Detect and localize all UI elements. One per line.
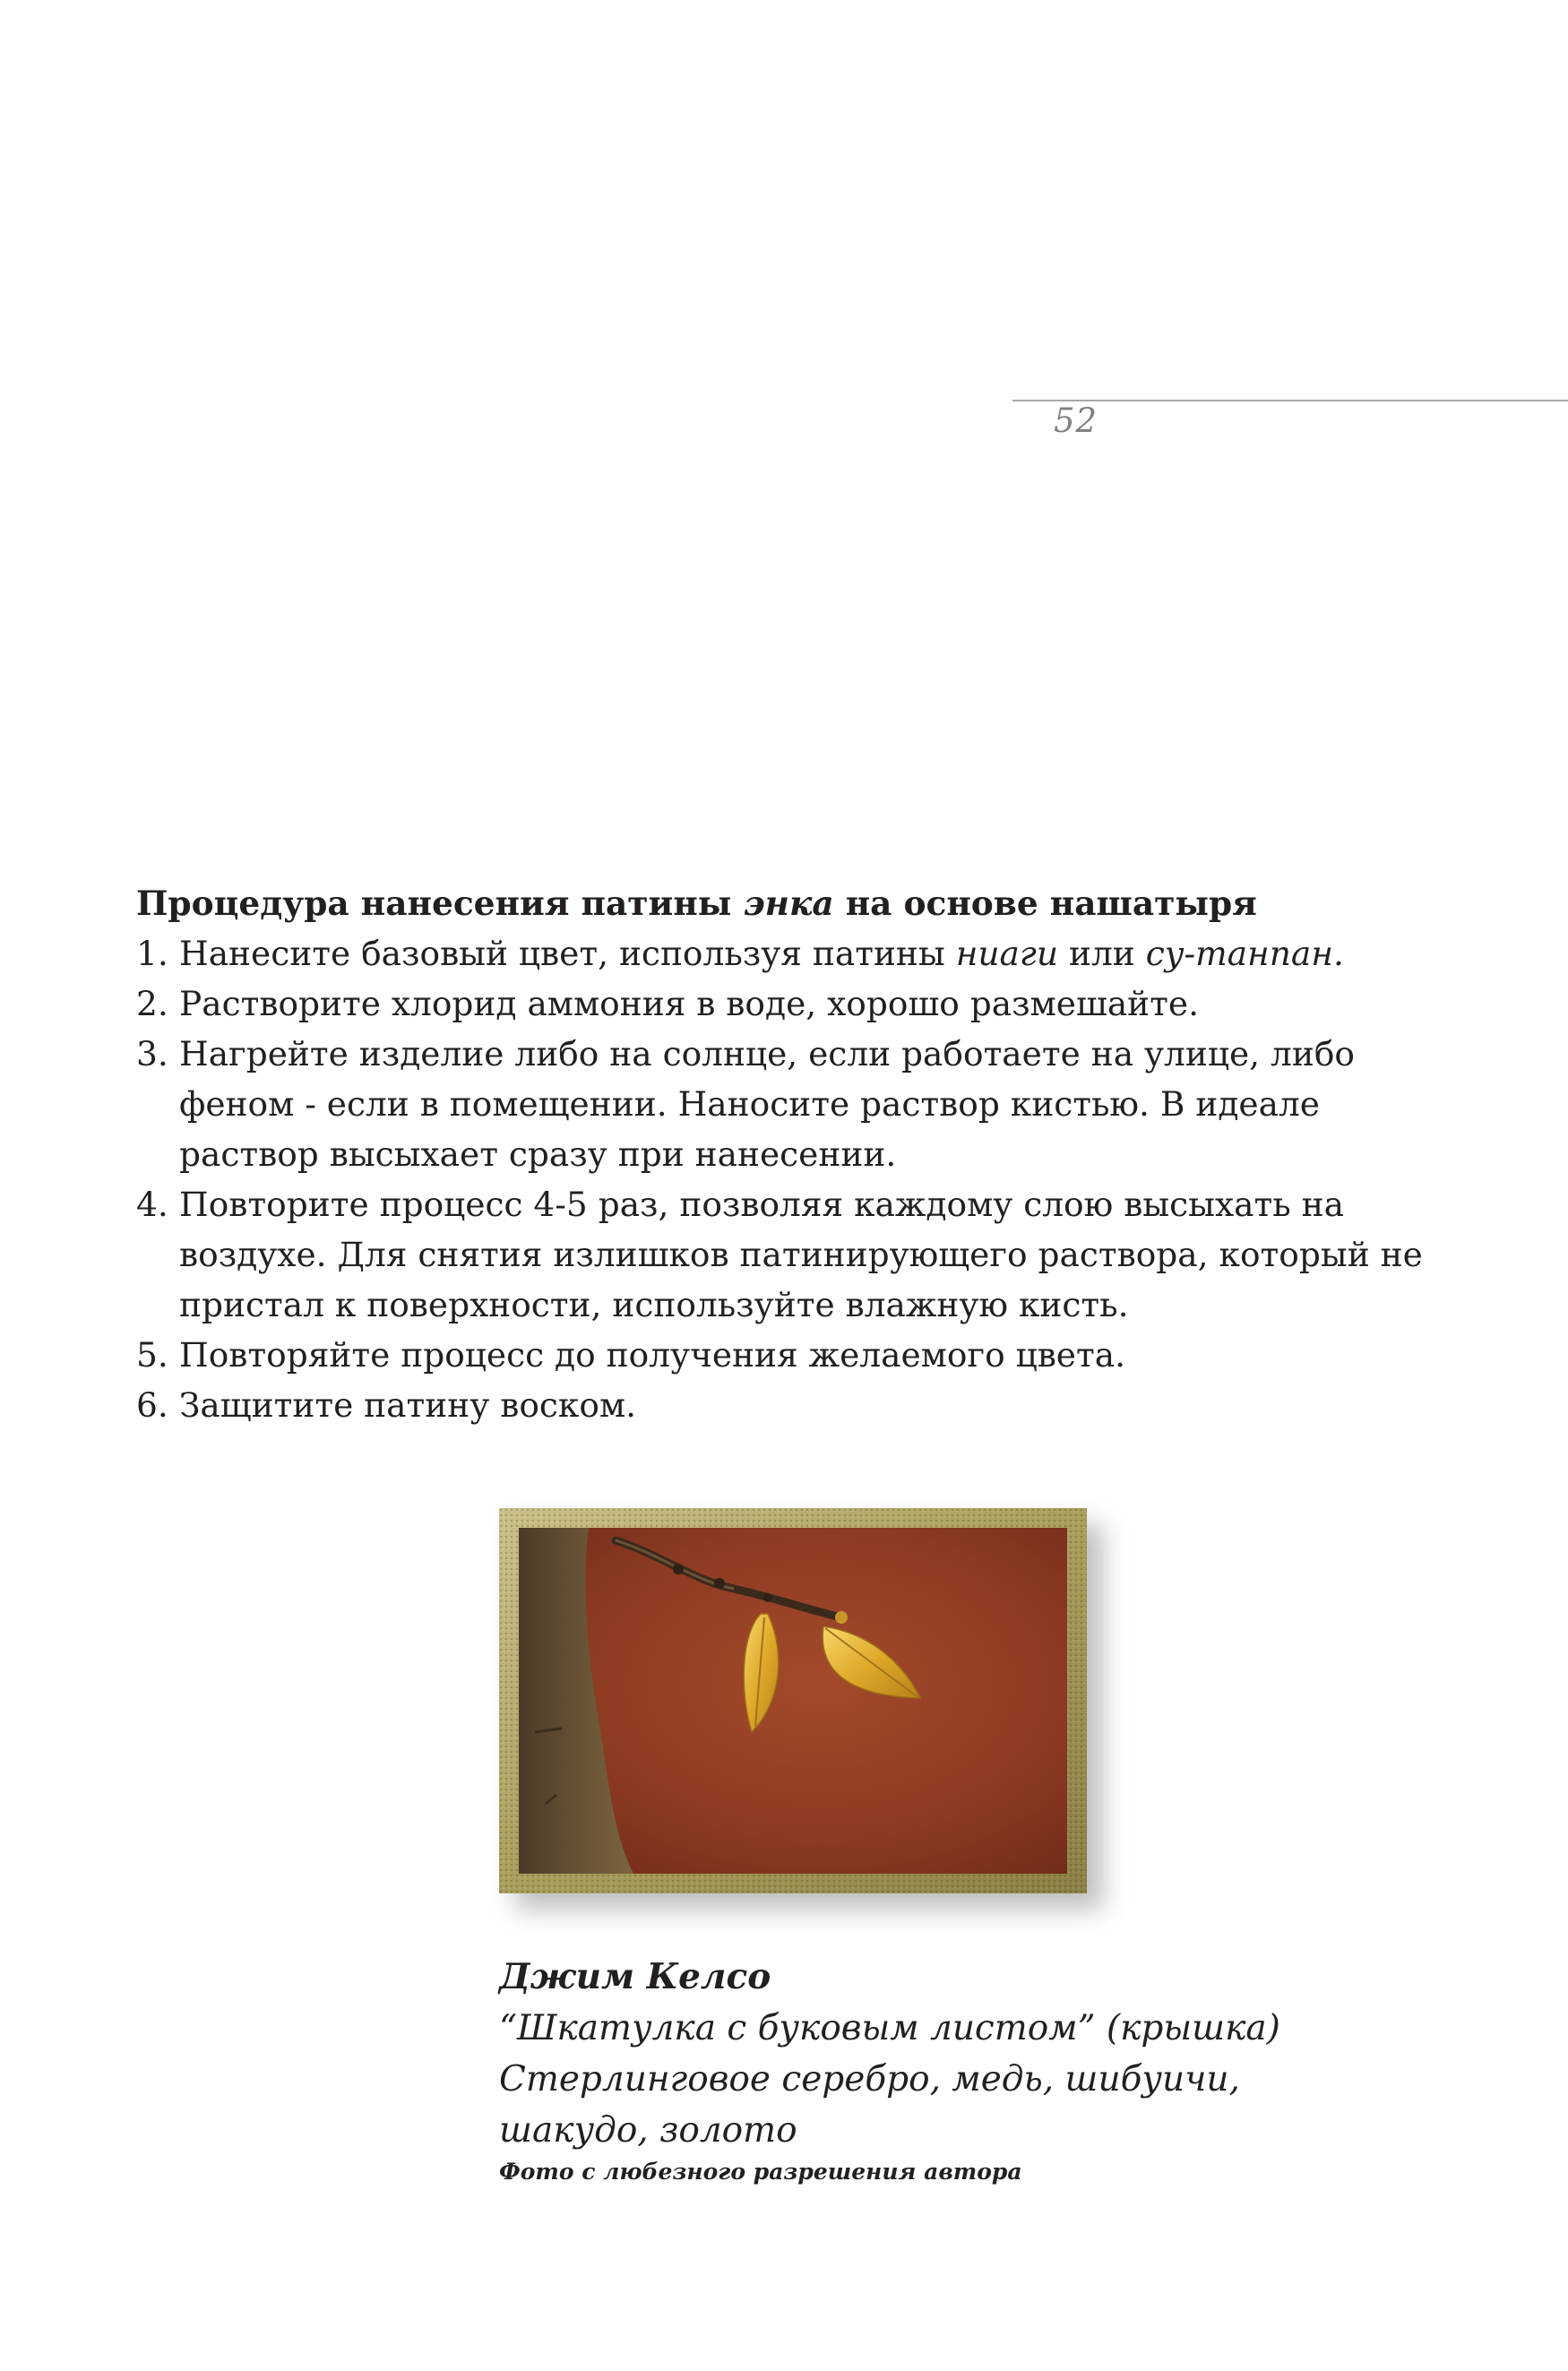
procedure-section (136, 878, 1426, 1430)
step-number: 4. (136, 1185, 168, 1224)
procedure-title-start: Процедура нанесения патины (136, 884, 744, 923)
step-term-niagi: ниаги (955, 934, 1059, 973)
caption-credit: Фото с любезного разрешения автора (499, 2159, 1022, 2185)
step-text: или (1058, 934, 1146, 973)
procedure-step (136, 1380, 1426, 1430)
page-number: 52 (1054, 401, 1098, 440)
step-term-su-tanpan: су-танпан. (1145, 934, 1344, 973)
procedure-step (136, 1330, 1426, 1380)
step-text: Растворите хлорид аммония в воде, хорошо размешайте. (179, 984, 1200, 1023)
procedure-step (136, 1029, 1426, 1179)
step-text: Повторите процесс 4-5 раз, позволяя каждому слою высыхать на воздухе. Для снятия излишков патинирующего раствора, который не пристал к поверхности, используйте влажную кисть. (179, 1185, 1423, 1324)
caption-title: “Шкатулка с буковым листом” (крышка) (499, 2008, 1280, 2048)
procedure-step (136, 1179, 1426, 1330)
step-number: 5. (136, 1335, 168, 1375)
caption-artist: Джим Келсо (499, 1956, 771, 1997)
caption-materials: Стерлинговое серебро, медь, шибуичи, (499, 2059, 1240, 2099)
procedure-steps (136, 928, 1426, 1430)
artwork-photo (499, 1508, 1087, 1893)
procedure-title-italic: энка (743, 884, 834, 923)
step-number: 3. (136, 1034, 168, 1073)
caption-materials-cont: шакудо, золото (499, 2110, 797, 2151)
procedure-step (136, 928, 1426, 979)
step-number: 1. (136, 934, 168, 973)
box-lid-image (499, 1508, 1087, 1893)
step-text: Защитите патину воском. (179, 1385, 637, 1425)
step-number: 2. (136, 984, 168, 1023)
step-text: Повторяйте процесс до получения желаемого цвета. (179, 1335, 1126, 1375)
procedure-step (136, 979, 1426, 1029)
step-number: 6. (136, 1385, 168, 1425)
step-text: Нанесите базовый цвет, используя патины (179, 934, 956, 973)
figure-caption (499, 1952, 1305, 2188)
procedure-title-end: на основе нашатыря (833, 884, 1257, 923)
step-text: Нагрейте изделие либо на солнце, если работаете на улице, либо феном - если в помещении. Наносите раствор кистью. В идеале раствор высыхает сразу при нанесении. (179, 1034, 1355, 1174)
procedure-title (136, 878, 1426, 928)
